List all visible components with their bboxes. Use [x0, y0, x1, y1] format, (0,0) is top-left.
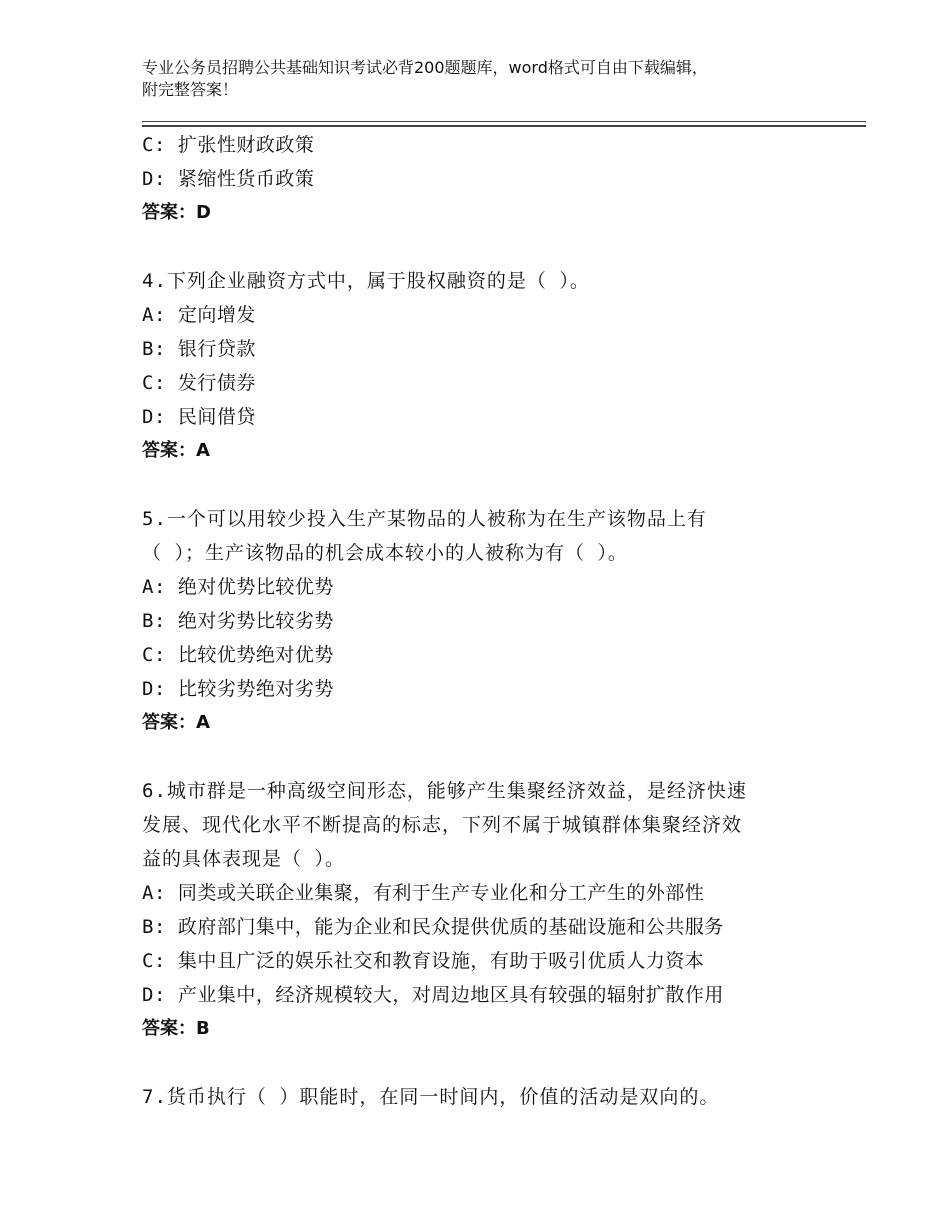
page-header: [142, 57, 842, 101]
q3-answer: 答案：D: [142, 202, 211, 223]
q5-option-a: A: 绝对优势比较优势: [142, 576, 334, 598]
q5-option-b: B: 绝对劣势比较劣势: [142, 610, 334, 632]
header-divider-thick: [142, 125, 866, 127]
q4-option-b: B: 银行贷款: [142, 338, 256, 360]
q5-stem-line-1: 5.一个可以用较少投入生产某物品的人被称为在生产该物品上有: [142, 508, 707, 530]
spacer: [142, 230, 842, 264]
q6-option-c: C: 集中且广泛的娱乐社交和教育设施，有助于吸引优质人力资本: [142, 950, 705, 972]
q5-stem-line-2: （ ）；生产该物品的机会成本较小的人被称为有（ ）。: [142, 542, 628, 564]
spacer: [142, 740, 842, 774]
q5-option-d: D: 比较劣势绝对劣势: [142, 678, 334, 700]
q6-option-b: B: 政府部门集中，能为企业和民众提供优质的基础设施和公共服务: [142, 916, 724, 938]
q5-answer: 答案：A: [142, 712, 210, 733]
spacer: [142, 468, 842, 502]
q4-answer: 答案：A: [142, 440, 210, 461]
header-line-2: 附完整答案！: [142, 80, 239, 99]
q6-option-d: D: 产业集中，经济规模较大，对周边地区具有较强的辐射扩散作用: [142, 984, 724, 1006]
q6-option-a: A: 同类或关联企业集聚，有利于生产专业化和分工产生的外部性: [142, 882, 705, 904]
header-divider-thin: [142, 121, 866, 122]
header-line-1: 专业公务员招聘公共基础知识考试必背200题题库，word格式可自由下载编辑，: [142, 58, 708, 77]
q6-stem-line-3: 益的具体表现是（ ）。: [142, 848, 345, 870]
q7-stem: 7.货币执行（ ）职能时，在同一时间内，价值的活动是双向的。: [142, 1086, 720, 1108]
q4-option-d: D: 民间借贷: [142, 406, 256, 428]
q6-answer: 答案：B: [142, 1018, 210, 1039]
q4-option-c: C: 发行债券: [142, 372, 256, 394]
q4-option-a: A: 定向增发: [142, 304, 256, 326]
q3-option-c: C: 扩张性财政政策: [142, 134, 315, 156]
q5-option-c: C: 比较优势绝对优势: [142, 644, 334, 666]
question-content: [142, 128, 842, 1114]
q6-stem-line-1: 6.城市群是一种高级空间形态，能够产生集聚经济效益，是经济快速: [142, 780, 747, 802]
spacer: [142, 1046, 842, 1080]
q4-stem: 4.下列企业融资方式中，属于股权融资的是（ ）。: [142, 270, 590, 292]
q3-option-d: D: 紧缩性货币政策: [142, 168, 315, 190]
q6-stem-line-2: 发展、现代化水平不断提高的标志，下列不属于城镇群体集聚经济效: [142, 814, 743, 836]
